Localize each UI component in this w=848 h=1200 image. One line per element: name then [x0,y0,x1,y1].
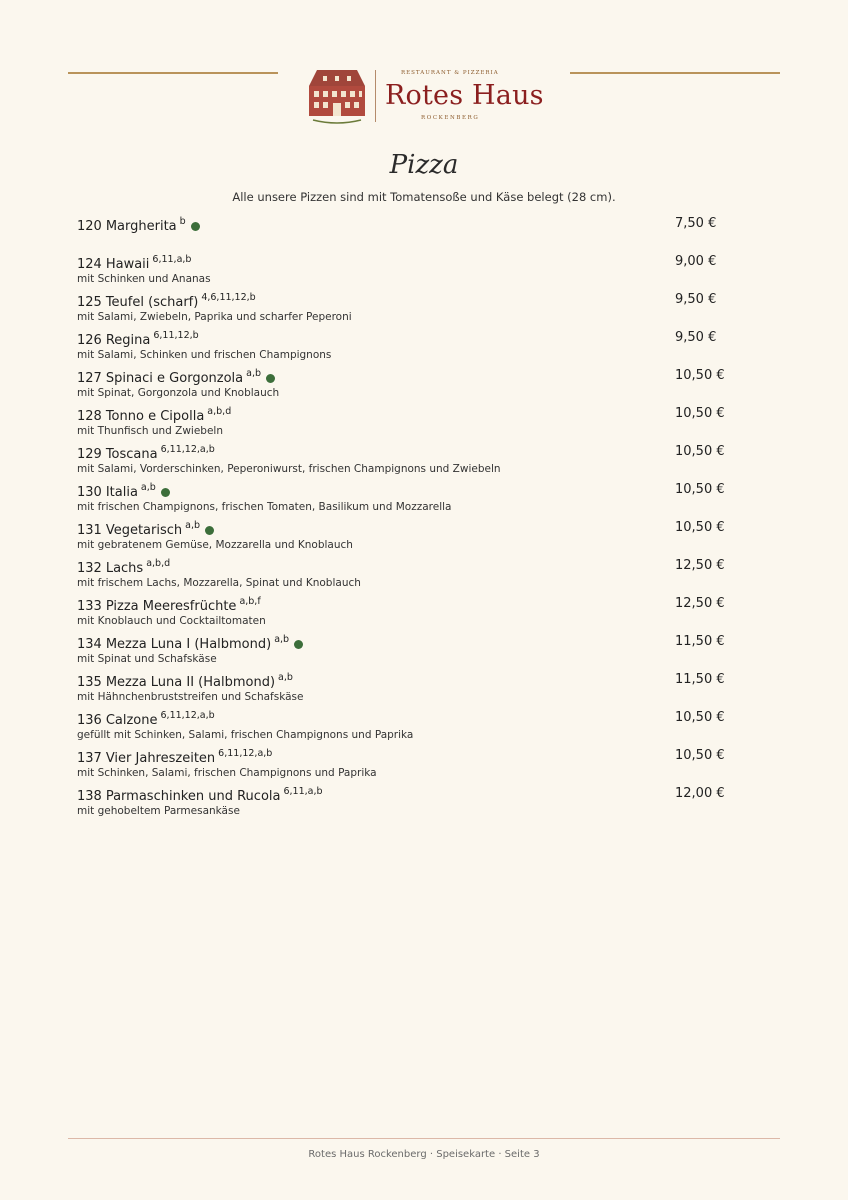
item-description: mit gebratenem Gemüse, Mozzarella und Knoblauch [77,539,353,551]
menu-item-title [77,710,215,728]
item-price: 12,00 € [675,786,725,801]
menu-intro: Alle unsere Pizzen sind mit Tomatensoße und Käse belegt (28 cm). [232,190,616,204]
item-allergens: a,b [278,672,293,683]
item-name: Vegetarisch [105,523,183,538]
item-price: 10,50 € [675,710,725,725]
menu-item-title [77,330,199,348]
menu-item [77,706,757,744]
item-allergens: 6,11,12,a,b [160,444,215,455]
item-name: Mezza Luna I (Halbmond) [105,637,272,652]
item-description: mit Salami, Schinken und frischen Champignons [77,349,332,361]
header-rule-left [68,72,278,74]
item-number: 136 [77,713,102,728]
item-price: 7,50 € [675,216,717,231]
item-allergens: a,b [246,368,261,379]
menu-item [77,364,757,402]
header-rule-right [570,72,780,74]
item-description: mit gehobeltem Parmesankäse [77,805,240,817]
item-description: mit Thunfisch und Zwiebeln [77,425,223,437]
item-price: 9,50 € [675,330,717,345]
item-allergens: b [179,216,186,227]
item-allergens: a,b [140,482,156,493]
item-name: Pizza Meeresfrüchte [105,599,237,614]
item-allergens: a,b,f [239,596,261,607]
item-description: mit frischen Champignons, frischen Tomaten, Basilikum und Mozzarella [77,501,452,513]
item-allergens: a,b,d [146,558,171,569]
item-allergens: 4,6,11,12,b [201,292,256,303]
item-name: Parmaschinken und Rucola [105,789,281,804]
item-description: mit Schinken, Salami, frischen Champignons und Paprika [77,767,377,779]
menu-item-title [77,672,293,690]
item-price: 9,00 € [675,254,717,269]
menu-item [77,554,757,592]
item-number: 126 [77,333,102,348]
item-allergens: 6,11,a,b [283,786,323,797]
item-name: Regina [105,333,151,348]
item-number: 133 [77,599,102,614]
item-description: gefüllt mit Schinken, Salami, frischen Champignons und Paprika [77,729,414,741]
item-price: 10,50 € [675,482,725,497]
item-number: 130 [77,485,102,500]
page-footer: Rotes Haus Rockenberg · Speisekarte · Seite 3 [308,1149,540,1160]
vegetarian-dot-icon [161,488,170,497]
logo-divider [375,70,376,122]
item-description: mit Salami, Zwiebeln, Paprika und scharfer Peperoni [77,311,352,323]
item-name: Toscana [105,447,158,462]
item-allergens: 6,11,12,a,b [218,748,273,759]
menu-item [77,440,757,478]
item-price: 12,50 € [675,558,725,573]
menu-item [77,668,757,706]
item-name: Margherita [105,219,177,234]
item-price: 12,50 € [675,596,725,611]
item-description: mit Hähnchenbruststreifen und Schafskäse [77,691,304,703]
menu-item-title [77,634,303,652]
menu-item-title [77,216,200,234]
item-number: 137 [77,751,102,766]
item-price: 10,50 € [675,444,725,459]
menu-item-title [77,558,170,576]
item-allergens: a,b [185,520,201,531]
item-name: Mezza Luna II (Halbmond) [105,675,276,690]
menu-list [77,212,757,820]
item-price: 10,50 € [675,406,725,421]
menu-item [77,592,757,630]
menu-item-title [77,748,272,766]
item-price: 9,50 € [675,292,717,307]
brand-tagline: RESTAURANT & PIZZERIA [401,70,499,76]
menu-item [77,402,757,440]
brand-location: ROCKENBERG [421,115,480,121]
item-name: Tonno e Cipolla [105,409,205,424]
vegetarian-dot-icon [205,526,214,535]
item-number: 125 [77,295,102,310]
item-name: Calzone [105,713,158,728]
item-name: Vier Jahreszeiten [105,751,216,766]
brand-name: Rotes Haus [385,80,544,111]
menu-item [77,478,757,516]
menu-item-title [77,254,191,272]
vegetarian-dot-icon [191,222,200,231]
menu-item [77,326,757,364]
item-number: 127 [77,371,102,386]
menu-item [77,516,757,554]
item-description: mit Schinken und Ananas [77,273,211,285]
item-allergens: 6,11,12,a,b [160,710,215,721]
menu-item [77,630,757,668]
house-icon [303,58,371,128]
vegetarian-dot-icon [266,374,275,383]
menu-item-title [77,520,214,538]
menu-item-title [77,406,231,424]
brand-logo [303,58,543,128]
item-description: mit Salami, Vorderschinken, Peperoniwurst, frischen Champignons und Zwiebeln [77,463,501,475]
menu-item-title [77,292,256,310]
item-name: Lachs [105,561,144,576]
item-number: 138 [77,789,102,804]
menu-item-title [77,786,323,804]
vegetarian-dot-icon [294,640,303,649]
menu-item [77,250,757,288]
item-price: 11,50 € [675,634,725,649]
item-name: Teufel (scharf) [105,295,199,310]
item-number: 134 [77,637,102,652]
item-number: 120 [77,219,102,234]
item-description: mit Knoblauch und Cocktailtomaten [77,615,266,627]
item-name: Spinaci e Gorgonzola [105,371,244,386]
menu-item-title [77,482,170,500]
item-name: Hawaii [105,257,150,272]
item-description: mit Spinat und Schafskäse [77,653,217,665]
item-allergens: a,b,d [207,406,232,417]
menu-item [77,212,757,250]
footer-rule [68,1138,780,1139]
item-price: 10,50 € [675,748,725,763]
item-name: Italia [105,485,138,500]
item-number: 132 [77,561,102,576]
item-price: 10,50 € [675,368,725,383]
item-price: 10,50 € [675,520,725,535]
item-number: 135 [77,675,102,690]
item-price: 11,50 € [675,672,725,687]
page-title: Pizza [389,150,459,180]
menu-item [77,288,757,326]
menu-item [77,782,757,820]
item-number: 129 [77,447,102,462]
item-allergens: 6,11,12,b [153,330,199,341]
menu-item [77,744,757,782]
item-number: 131 [77,523,102,538]
item-description: mit frischem Lachs, Mozzarella, Spinat und Knoblauch [77,577,361,589]
item-number: 124 [77,257,102,272]
item-number: 128 [77,409,102,424]
menu-item-title [77,444,215,462]
item-description: mit Spinat, Gorgonzola und Knoblauch [77,387,280,399]
menu-item-title [77,368,275,386]
item-allergens: a,b [274,634,290,645]
item-allergens: 6,11,a,b [152,254,192,265]
menu-item-title [77,596,261,614]
